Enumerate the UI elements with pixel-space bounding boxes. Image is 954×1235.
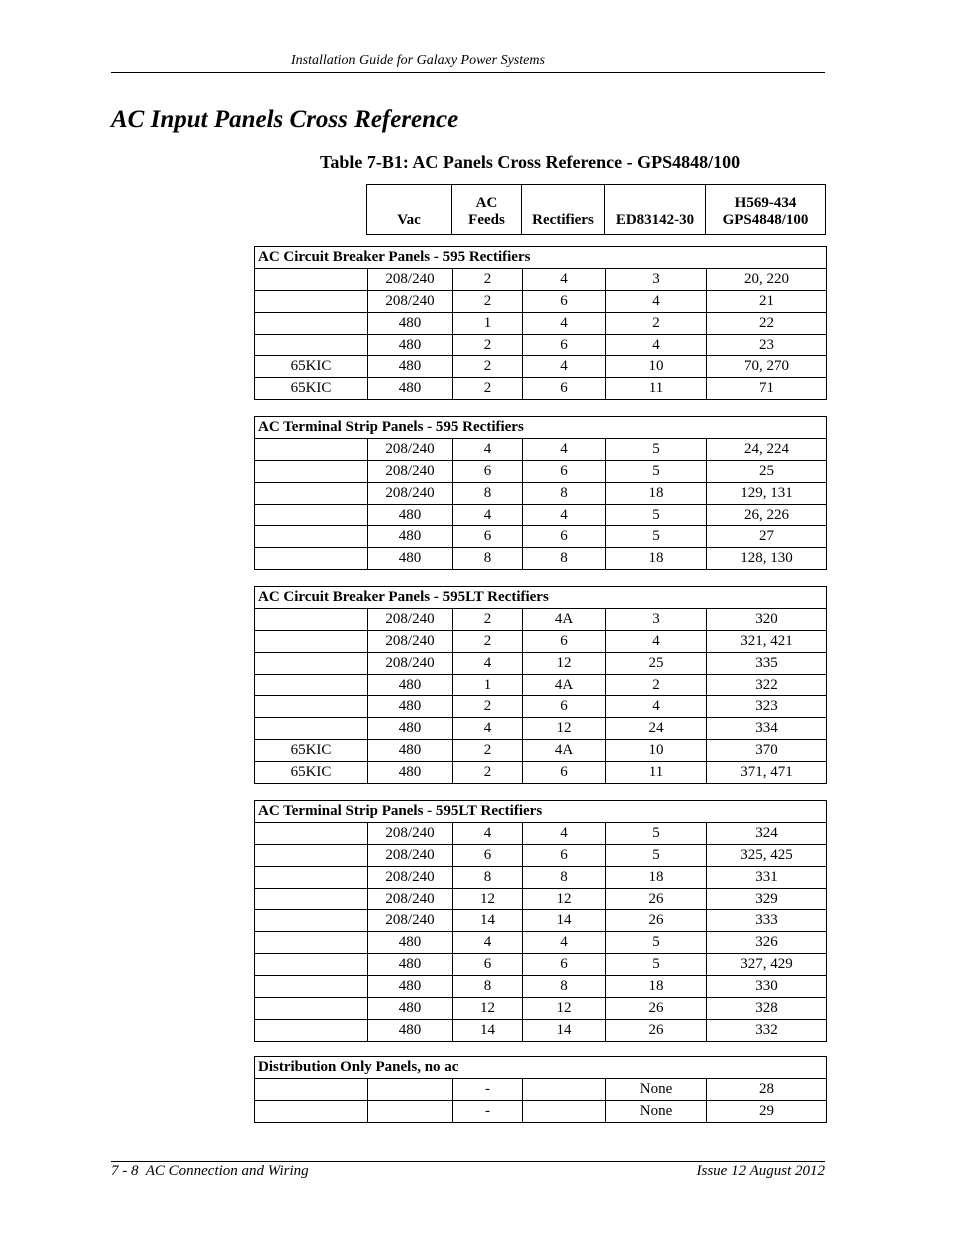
- table-cell: 326: [707, 932, 827, 954]
- table-cell: 2: [453, 608, 523, 630]
- table-cell: 2: [453, 334, 523, 356]
- table-cell: 4: [523, 312, 606, 334]
- table-cell: 24, 224: [707, 438, 827, 460]
- table-cell: 65KIC: [255, 378, 368, 400]
- table-cell: 12: [523, 718, 606, 740]
- table-cell: 6: [453, 844, 523, 866]
- table-cell: 6: [523, 630, 606, 652]
- table-cell: 480: [368, 1019, 453, 1041]
- table-cell: 2: [453, 762, 523, 784]
- table-cell: 335: [707, 652, 827, 674]
- table-cell: 371, 471: [707, 762, 827, 784]
- table-cell: 2: [606, 674, 707, 696]
- table-cell: 25: [707, 460, 827, 482]
- table-caption: Table 7-B1: AC Panels Cross Reference - GPS4848/100: [320, 152, 741, 172]
- column-header-ac-feeds-line2: Feeds: [468, 212, 505, 228]
- table-cell: 480: [368, 718, 453, 740]
- table-cell: 2: [453, 630, 523, 652]
- table-cell: [255, 888, 368, 910]
- column-header-ed83142: ED83142-30: [605, 185, 706, 235]
- table-cell: 12: [453, 888, 523, 910]
- table-row: [255, 954, 827, 976]
- table-cell: 2: [453, 696, 523, 718]
- table-cell: None: [606, 1100, 707, 1122]
- table-cell: 25: [606, 652, 707, 674]
- table-cell: [255, 844, 368, 866]
- table-cell: 208/240: [368, 290, 453, 312]
- table-row: [255, 312, 827, 334]
- footer-issue-date: Issue 12 August 2012: [696, 1163, 825, 1179]
- table-cell: [255, 998, 368, 1020]
- section-title: AC Input Panels Cross Reference: [111, 106, 459, 133]
- running-header: Installation Guide for Galaxy Power Systems: [291, 53, 545, 68]
- table-row: [255, 696, 827, 718]
- table-row: [255, 844, 827, 866]
- table-cell: [255, 630, 368, 652]
- table-cell: 5: [606, 526, 707, 548]
- panel-table: [254, 586, 827, 784]
- table-cell: [255, 290, 368, 312]
- table-cell: [255, 866, 368, 888]
- table-cell: 65KIC: [255, 356, 368, 378]
- table-cell: 4: [523, 268, 606, 290]
- column-header-ac-feeds: [452, 185, 522, 235]
- table-cell: 18: [606, 976, 707, 998]
- table-cell: 480: [368, 526, 453, 548]
- table-cell: 4: [606, 696, 707, 718]
- table-cell: 4: [606, 630, 707, 652]
- table-cell: 5: [606, 844, 707, 866]
- table-cell: 10: [606, 740, 707, 762]
- panel-section-title: Distribution Only Panels, no ac: [255, 1057, 827, 1079]
- table-cell: [255, 526, 368, 548]
- table-row: [255, 740, 827, 762]
- table-cell: 6: [523, 290, 606, 312]
- table-row: [255, 718, 827, 740]
- table-cell: 6: [523, 460, 606, 482]
- table-cell: 4: [453, 822, 523, 844]
- panel-section-title: AC Circuit Breaker Panels - 595LT Rectifiers: [255, 587, 827, 609]
- table-cell: 71: [707, 378, 827, 400]
- table-cell: 12: [453, 998, 523, 1020]
- table-cell: 2: [453, 740, 523, 762]
- table-cell: 370: [707, 740, 827, 762]
- table-cell: 5: [606, 822, 707, 844]
- table-cell: [255, 674, 368, 696]
- table-cell: 1: [453, 312, 523, 334]
- table-cell: 325, 425: [707, 844, 827, 866]
- panel-table: [254, 416, 827, 570]
- column-header-h569-line1: H569-434: [734, 195, 797, 211]
- table-cell: 208/240: [368, 822, 453, 844]
- table-row: [255, 822, 827, 844]
- table-cell: 6: [523, 954, 606, 976]
- table-row: [255, 976, 827, 998]
- table-row: [255, 888, 827, 910]
- table-cell: 208/240: [368, 460, 453, 482]
- table-cell: 6: [523, 526, 606, 548]
- table-row: [255, 630, 827, 652]
- table-cell: [255, 932, 368, 954]
- panel-table: [254, 246, 827, 400]
- table-cell: 480: [368, 740, 453, 762]
- table-cell: 480: [368, 548, 453, 570]
- column-header-vac: Vac: [367, 185, 452, 235]
- table-cell: 6: [523, 762, 606, 784]
- table-cell: 2: [453, 268, 523, 290]
- table-cell: [255, 438, 368, 460]
- table-cell: 8: [523, 548, 606, 570]
- table-row: [255, 910, 827, 932]
- table-cell: 480: [368, 334, 453, 356]
- table-cell: 333: [707, 910, 827, 932]
- table-cell: 129, 131: [707, 482, 827, 504]
- table-cell: [255, 696, 368, 718]
- panel-table: [254, 1056, 827, 1123]
- table-cell: 23: [707, 334, 827, 356]
- table-cell: 2: [453, 356, 523, 378]
- table-cell: 6: [523, 696, 606, 718]
- table-cell: 128, 130: [707, 548, 827, 570]
- table-cell: 480: [368, 998, 453, 1020]
- table-cell: [255, 1100, 368, 1122]
- table-cell: 4A: [523, 740, 606, 762]
- table-cell: 480: [368, 312, 453, 334]
- table-row: [255, 290, 827, 312]
- table-cell: [523, 1078, 606, 1100]
- column-header-h569: [706, 185, 826, 235]
- table-row: [255, 932, 827, 954]
- table-cell: 480: [368, 504, 453, 526]
- table-cell: 4: [453, 932, 523, 954]
- table-cell: [255, 910, 368, 932]
- table-row: [255, 652, 827, 674]
- table-cell: [255, 312, 368, 334]
- table-cell: [255, 548, 368, 570]
- table-cell: 28: [707, 1078, 827, 1100]
- table-cell: 21: [707, 290, 827, 312]
- panel-section-title: AC Terminal Strip Panels - 595LT Rectifiers: [255, 801, 827, 823]
- table-cell: 208/240: [368, 438, 453, 460]
- table-cell: 320: [707, 608, 827, 630]
- table-cell: [255, 822, 368, 844]
- table-cell: 331: [707, 866, 827, 888]
- footer-page-reference: 7 - 8 AC Connection and Wiring: [111, 1163, 309, 1179]
- table-cell: 27: [707, 526, 827, 548]
- table-cell: [255, 976, 368, 998]
- column-header-ac-feeds-line1: AC: [475, 195, 498, 211]
- table-cell: 5: [606, 954, 707, 976]
- table-cell: [255, 608, 368, 630]
- table-cell: 65KIC: [255, 762, 368, 784]
- table-cell: 5: [606, 460, 707, 482]
- table-cell: 480: [368, 696, 453, 718]
- table-cell: 2: [606, 312, 707, 334]
- table-row: [255, 438, 827, 460]
- table-cell: [255, 268, 368, 290]
- table-cell: 4: [453, 718, 523, 740]
- table-cell: [523, 1100, 606, 1122]
- table-row: [255, 608, 827, 630]
- table-cell: 480: [368, 762, 453, 784]
- table-cell: 3: [606, 268, 707, 290]
- table-cell: 208/240: [368, 866, 453, 888]
- table-cell: 12: [523, 652, 606, 674]
- table-row: [255, 998, 827, 1020]
- table-cell: 11: [606, 762, 707, 784]
- table-row: [255, 674, 827, 696]
- table-cell: 8: [453, 866, 523, 888]
- table-cell: 26: [606, 998, 707, 1020]
- table-cell: 327, 429: [707, 954, 827, 976]
- table-cell: 334: [707, 718, 827, 740]
- table-cell: 4A: [523, 608, 606, 630]
- table-cell: 208/240: [368, 630, 453, 652]
- table-cell: 29: [707, 1100, 827, 1122]
- table-cell: 26: [606, 910, 707, 932]
- table-cell: 208/240: [368, 888, 453, 910]
- table-cell: 4A: [523, 674, 606, 696]
- table-cell: 5: [606, 438, 707, 460]
- table-row: [255, 334, 827, 356]
- table-cell: 18: [606, 866, 707, 888]
- table-cell: 208/240: [368, 910, 453, 932]
- table-cell: 1: [453, 674, 523, 696]
- table-cell: 4: [606, 334, 707, 356]
- panel-section-title: AC Terminal Strip Panels - 595 Rectifiers: [255, 417, 827, 439]
- table-cell: 70, 270: [707, 356, 827, 378]
- header-rule: [111, 72, 825, 73]
- table-cell: 12: [523, 998, 606, 1020]
- table-cell: [368, 1078, 453, 1100]
- table-cell: 4: [523, 504, 606, 526]
- table-cell: 208/240: [368, 268, 453, 290]
- table-cell: 480: [368, 954, 453, 976]
- table-cell: 4: [453, 652, 523, 674]
- column-header-rectifiers: Rectifiers: [522, 185, 605, 235]
- table-cell: 208/240: [368, 608, 453, 630]
- table-cell: 2: [453, 290, 523, 312]
- table-cell: 20, 220: [707, 268, 827, 290]
- table-cell: 26, 226: [707, 504, 827, 526]
- table-cell: 8: [453, 482, 523, 504]
- table-cell: -: [453, 1078, 523, 1100]
- table-row: [255, 548, 827, 570]
- table-cell: 14: [453, 910, 523, 932]
- table-cell: 4: [523, 438, 606, 460]
- table-cell: 3: [606, 608, 707, 630]
- table-cell: 4: [453, 438, 523, 460]
- table-cell: 480: [368, 356, 453, 378]
- table-cell: 323: [707, 696, 827, 718]
- table-cell: [255, 482, 368, 504]
- table-row: [255, 504, 827, 526]
- table-cell: 330: [707, 976, 827, 998]
- table-cell: 8: [523, 976, 606, 998]
- table-cell: 480: [368, 932, 453, 954]
- table-row: [255, 1100, 827, 1122]
- table-cell: 321, 421: [707, 630, 827, 652]
- table-cell: [255, 334, 368, 356]
- table-cell: 208/240: [368, 652, 453, 674]
- table-cell: 65KIC: [255, 740, 368, 762]
- table-cell: [255, 954, 368, 976]
- table-cell: 480: [368, 976, 453, 998]
- table-cell: 24: [606, 718, 707, 740]
- table-cell: 18: [606, 482, 707, 504]
- table-row: [255, 356, 827, 378]
- table-cell: 8: [523, 482, 606, 504]
- table-cell: 328: [707, 998, 827, 1020]
- table-cell: 8: [453, 976, 523, 998]
- table-row: [255, 460, 827, 482]
- table-cell: 12: [523, 888, 606, 910]
- table-row: [255, 268, 827, 290]
- table-cell: None: [606, 1078, 707, 1100]
- table-cell: 4: [453, 504, 523, 526]
- table-cell: 480: [368, 674, 453, 696]
- table-row: [255, 482, 827, 504]
- table-cell: 5: [606, 932, 707, 954]
- table-cell: 324: [707, 822, 827, 844]
- table-cell: 14: [523, 1019, 606, 1041]
- table-cell: 26: [606, 888, 707, 910]
- table-cell: 332: [707, 1019, 827, 1041]
- table-cell: 22: [707, 312, 827, 334]
- table-row: [255, 866, 827, 888]
- table-cell: 14: [453, 1019, 523, 1041]
- panel-section-title: AC Circuit Breaker Panels - 595 Rectifiers: [255, 247, 827, 269]
- table-cell: 480: [368, 378, 453, 400]
- table-cell: 208/240: [368, 844, 453, 866]
- table-row: [255, 1078, 827, 1100]
- table-cell: 4: [523, 932, 606, 954]
- table-cell: 18: [606, 548, 707, 570]
- table-cell: -: [453, 1100, 523, 1122]
- table-cell: 6: [453, 526, 523, 548]
- table-cell: [255, 504, 368, 526]
- table-cell: 6: [523, 334, 606, 356]
- panel-table: [254, 800, 827, 1042]
- table-cell: 2: [453, 378, 523, 400]
- table-cell: 11: [606, 378, 707, 400]
- table-row: [255, 1019, 827, 1041]
- table-cell: 329: [707, 888, 827, 910]
- table-cell: 6: [523, 378, 606, 400]
- table-cell: [255, 1019, 368, 1041]
- table-cell: 4: [606, 290, 707, 312]
- table-cell: 6: [453, 460, 523, 482]
- table-cell: 208/240: [368, 482, 453, 504]
- table-row: [255, 762, 827, 784]
- table-cell: 8: [523, 866, 606, 888]
- table-cell: [368, 1100, 453, 1122]
- table-row: [255, 378, 827, 400]
- table-row: [255, 526, 827, 548]
- table-cell: [255, 718, 368, 740]
- table-cell: 14: [523, 910, 606, 932]
- table-cell: [255, 1078, 368, 1100]
- table-cell: 5: [606, 504, 707, 526]
- table-cell: 4: [523, 822, 606, 844]
- table-cell: [255, 652, 368, 674]
- table-cell: 26: [606, 1019, 707, 1041]
- column-header-table: [366, 184, 826, 235]
- table-cell: 6: [453, 954, 523, 976]
- table-cell: 4: [523, 356, 606, 378]
- table-cell: 322: [707, 674, 827, 696]
- table-cell: [255, 460, 368, 482]
- table-cell: 10: [606, 356, 707, 378]
- table-cell: 6: [523, 844, 606, 866]
- column-header-h569-line2: GPS4848/100: [722, 212, 809, 228]
- table-cell: 8: [453, 548, 523, 570]
